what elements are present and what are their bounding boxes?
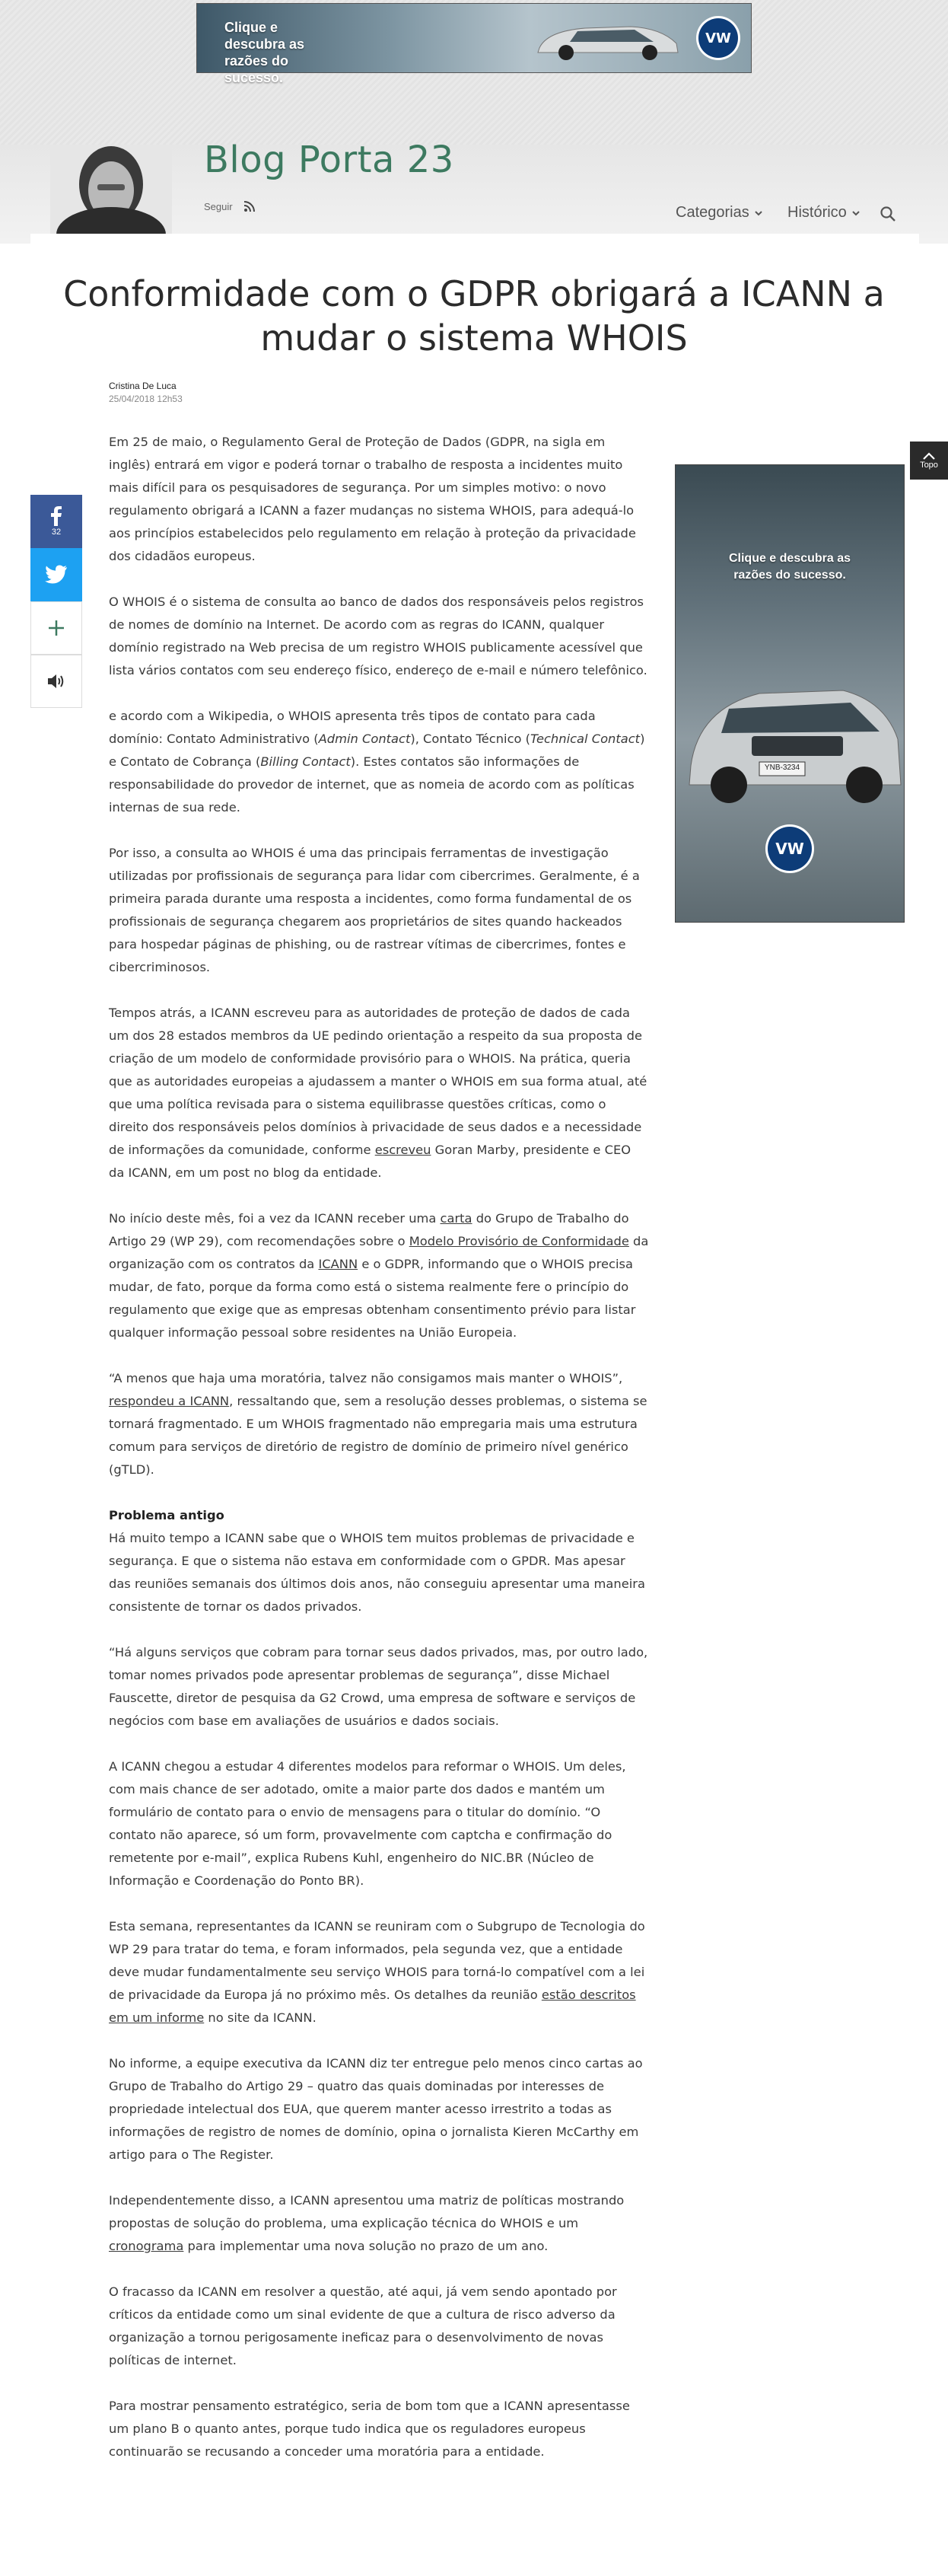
speaker-icon (46, 673, 66, 690)
author-photo (50, 145, 172, 234)
link-escreveu[interactable]: escreveu (374, 1143, 431, 1157)
publish-date: 25/04/2018 12h53 (109, 394, 183, 404)
listen-audio-button[interactable] (30, 655, 82, 708)
paragraph: A ICANN chegou a estudar 4 diferentes modelos para reformar o WHOIS. Um deles, com mais chance de ser adotado, omite a maior parte dos dados e mantém um formulário de contato para o envio de mensagens para o titular do domínio. “O contato não aparece, só um form, provavelmente com captcha e confirmação do remetente por e-mail”, explica Rubens Kuhl, engenheiro do NIC.BR (Núcleo de Informação e Coordenação do Ponto BR). (109, 1759, 626, 1888)
back-to-top-button[interactable] (910, 442, 948, 480)
top-banner-ad[interactable] (196, 3, 752, 85)
paragraph: “A menos que haja uma moratória, talvez não consigamos mais manter o WHOIS”, respondeu a ICANN, ressaltando que, sem a resolução desses problemas, o sistema se tornará fragmentado. E um WHOIS fragmentado não empregaria mais uma estrutura comum para serviços de diretório de registro de domínio de primeiro nível genérico (gTLD). (109, 1371, 647, 1477)
car-image (532, 18, 684, 62)
section-heading: Problema antigo (109, 1508, 224, 1522)
twitter-icon (45, 565, 68, 585)
follow-link[interactable] (204, 200, 256, 212)
paragraph: Tempos atrás, a ICANN escreveu para as autoridades de proteção de dados de cada um dos 28 estados membros da UE pedindo orientação a respeito da sua proposta de criação de um modelo de conformidade provisório para o WHOIS. Na prática, queria que as autoridades europeias a ajudassem a manter o WHOIS em sua forma atual, até que uma política revisada para o sistema equilibrasse questões críticas, como o direito dos responsáveis pelos domínios à privacidade de seus dados e a necessidade de informações da comunidade, conforme escreveu Goran Marby, presidente e CEO da ICANN, em um post no blog da entidade. (109, 1006, 647, 1180)
nav-categorias[interactable] (676, 204, 763, 222)
facebook-icon (50, 506, 62, 526)
paragraph: Esta semana, representantes da ICANN se reuniram com o Subgrupo de Tecnologia do WP 29 para tratar do tema, e foram informados, pela segunda vez, que a entidade deve mudar fundamentalmente seu serviço WHOIS para torná-lo compatível com a lei de privacidade da Europa já no próximo mês. Os detalhes da reunião estão descritos em um informe no site da ICANN. (109, 1919, 645, 2025)
link-icann[interactable]: ICANN (318, 1257, 358, 1271)
nav-label: Categorias (676, 204, 749, 221)
link-carta[interactable]: carta (440, 1211, 472, 1226)
rss-icon[interactable] (243, 200, 256, 212)
link-cronograma[interactable]: cronograma (109, 2239, 184, 2253)
facebook-share-button[interactable] (30, 495, 82, 548)
blog-title[interactable]: Blog Porta 23 (204, 139, 454, 181)
link-informe[interactable]: estão descritos em um informe (109, 1988, 636, 2025)
paragraph: No início deste mês, foi a vez da ICANN receber uma carta do Grupo de Trabalho do Artigo 29 (WP 29), com recomendações sobre o Modelo Provisório de Conformidade da organização com os contratos da ICANN e o GDPR, informando que o WHOIS precisa mudar, de fato, porque da forma como está o sistema realmente fere o princípio do regulamento que exige que as empresas obtenham consentimento prévio para listar qualquer informação pessoal sobre residentes na União Europeia. (109, 1211, 649, 1340)
chevron-down-icon (851, 209, 861, 218)
facebook-share-count: 32 (51, 528, 62, 537)
paragraph: e acordo com a Wikipedia, o WHOIS apresenta três tipos de contato para cada domínio: Contato Administrativo (Admin Contact), Contato Técnico (Technical Contact) e Contato de Cobrança (Billing Contact). Estes contatos são informações de responsabilidade do provedor de internet, que as nomeia de acordo com as políticas internas de sua rede. (109, 709, 645, 815)
paragraph: “Há alguns serviços que cobram para tornar seus dados privados, mas, por outro lado, tomar nomes privados pode apresentar problemas de segurança”, disse Michael Fauscette, diretor de pesquisa da G2 Crowd, uma empresa de software e serviços de negócios com base em avaliações de usuários e dados sociais. (109, 1645, 648, 1728)
paragraph: Há muito tempo a ICANN sabe que o WHOIS tem muitos problemas de privacidade e segurança. E que o sistema não estava em conformidade com o GPDR. Mas apesar das reuniões semanais dos últimos dois anos, não conseguiu apresentar uma maneira consistente de tornar os dados privados. (109, 1531, 645, 1614)
link-modelo-provisorio[interactable]: Modelo Provisório de Conformidade (409, 1234, 629, 1248)
paragraph: O WHOIS é o sistema de consulta ao banco de dados dos responsáveis pelos registros de nomes de domínio na Internet. De acordo com as regras do ICANN, qualquer domínio registrado na Web precisa de um registro WHOIS publicamente acessível que lista vários contatos com seu endereço físico, endereço de e-mail e número telefônico. (109, 595, 647, 677)
license-plate: YNB-3234 (764, 764, 800, 772)
plus-icon (47, 619, 65, 637)
article-title: Conformidade com o GDPR obrigará a ICANN a mudar o sistema WHOIS (63, 273, 885, 359)
vw-logo-icon: VW (765, 824, 814, 873)
link-respondeu[interactable]: respondeu a ICANN (109, 1394, 230, 1408)
paragraph: Em 25 de maio, o Regulamento Geral de Proteção de Dados (GDPR, na sigla em inglês) entrará em vigor e poderá tornar o trabalho de resposta a incidentes muito mais difícil para os pesquisadores de segurança. Por um simples motivo: o novo regulamento obrigará a ICANN a fazer mudanças no sistema WHOIS, para adequá-lo aos princípios estabelecidos pelo regulamento em relação à proteção da privacidade dos cidadãos europeus. (109, 435, 636, 563)
paragraph: Para mostrar pensamento estratégico, seria de bom tom que a ICANN apresentasse um plano B o quanto antes, porque tudo indica que os reguladores europeus continuarão se recusando a conceder uma moratória para a entidade. (109, 2399, 630, 2459)
chevron-up-icon (922, 451, 936, 461)
paragraph: O fracasso da ICANN em resolver a questão, até aqui, já vem sendo apontado por críticos da entidade como um sinal evidente de que a cultura de risco adverso da organização a tornou perigosamente ineficaz para o desenvolvimento de novas políticas de internet. (109, 2284, 617, 2367)
author-name[interactable]: Cristina De Luca (109, 381, 177, 391)
chevron-down-icon (754, 209, 763, 218)
side-ad-text: Clique e descubra as razões do sucesso. (728, 552, 851, 582)
side-banner-ad[interactable] (675, 464, 905, 923)
paragraph: No informe, a equipe executiva da ICANN diz ter entregue pelo menos cinco cartas ao Grupo de Trabalho do Artigo 29 – quatro das quais dominadas por interesses de propriedade intelectual dos EUA, que querem manter acesso irrestrito a todas as informações de registro de nomes de domínio, opina o jornalista Kieren McCarthy em artigo para o The Register. (109, 2056, 643, 2162)
more-share-button[interactable] (30, 601, 82, 655)
search-icon[interactable] (880, 206, 896, 222)
nav-label: Histórico (787, 204, 847, 221)
top-ad-text: Clique e descubra as razões do sucesso. (224, 20, 305, 85)
nav-historico[interactable] (787, 204, 861, 222)
vw-logo-icon: VW (696, 16, 740, 60)
paragraph: Independentemente disso, a ICANN apresentou uma matriz de políticas mostrando propostas de solução do problema, uma explicação técnica do WHOIS e um cronograma para implementar uma nova solução no prazo de um ano. (109, 2193, 625, 2253)
twitter-share-button[interactable] (30, 548, 82, 601)
blog-header (0, 139, 948, 244)
article-body (109, 431, 649, 2486)
byline (109, 381, 183, 404)
share-bar (30, 495, 82, 708)
paragraph: Por isso, a consulta ao WHOIS é uma das principais ferramentas de investigação utilizadas por profissionais de segurança para lidar com cibercrimes. Geralmente, é a primeira parada durante uma resposta a incidentes, como forma fundamental de os profissionais de segurança chegarem aos proprietários de sites quando hackeados para hospedar páginas de phishing, ou de rastrear vítimas de cibercrimes, fontes e cibercriminosos. (109, 846, 640, 974)
follow-label: Seguir (204, 200, 233, 212)
back-to-top-label: Topo (920, 461, 938, 470)
